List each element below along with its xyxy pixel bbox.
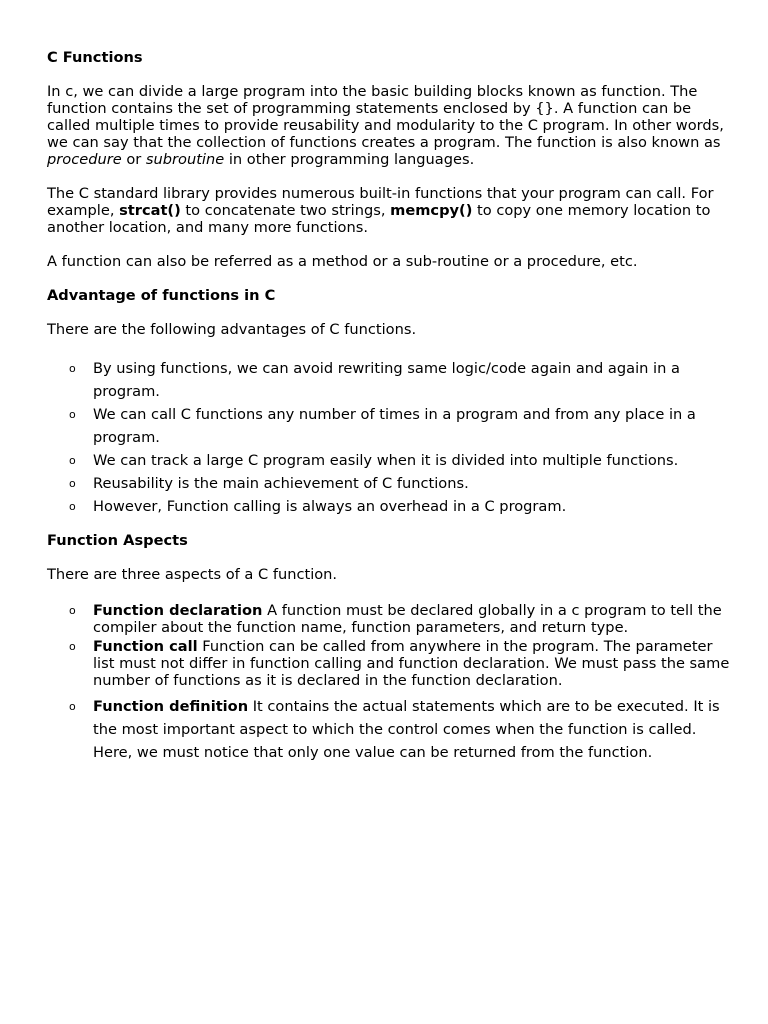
aspect-text: Function can be called from anywhere in the program. The parameter list must not differ in function calling and function declaration. We must pass the same number of functions as it is declared in the function declaration. [93, 638, 730, 689]
list-item-text: However, Function calling is always an overhead in a C program. [93, 498, 567, 515]
library-memcpy: memcpy() [390, 202, 473, 219]
intro-emphasis-procedure: procedure [47, 151, 122, 168]
library-text: to copy one memory location to another location, and many more functions. [47, 202, 711, 236]
list-item [47, 357, 737, 403]
intro-emphasis-subroutine: subroutine [145, 151, 225, 168]
aspects-intro: There are three aspects of a C function. [47, 566, 338, 583]
aspect-term-call: Function call [93, 638, 198, 655]
library-text: The C standard library provides numerous built-in functions that your program can call. For example, [47, 185, 714, 219]
advantages-heading: Advantage of functions in C [47, 287, 276, 304]
intro-text: in other programming languages. [224, 151, 475, 168]
intro-text: or [121, 151, 146, 168]
aspect-term-declaration: Function declaration [93, 602, 263, 619]
list-item [47, 495, 737, 518]
bullet-icon: o [69, 454, 76, 467]
library-text: to concatenate two strings, [180, 202, 391, 219]
library-strcat: strcat() [119, 202, 181, 219]
document-page [47, 48, 737, 764]
list-item [47, 449, 737, 472]
intro-paragraph [47, 83, 737, 168]
aspects-list [47, 602, 737, 689]
list-item [47, 472, 737, 495]
alias-paragraph: A function can also be referred as a method or a sub-routine or a procedure, etc. [47, 253, 638, 270]
aspect-term-definition: Function definition [93, 698, 249, 715]
page-title: C Functions [47, 49, 143, 66]
aspects-heading: Function Aspects [47, 532, 188, 549]
list-item [47, 638, 737, 689]
bullet-icon: o [69, 408, 76, 421]
list-item-text: We can track a large C program easily when it is divided into multiple functions. [93, 452, 679, 469]
aspect-text: It contains the actual statements which are to be executed. It is the most important aspect to which the control comes when the function is called. Here, we must notice that only one value can be returned from the function. [93, 698, 720, 761]
bullet-icon: o [69, 700, 76, 713]
advantages-list [47, 357, 737, 518]
library-paragraph [47, 185, 737, 236]
advantages-intro: There are the following advantages of C functions. [47, 321, 417, 338]
intro-text: In c, we can divide a large program into the basic building blocks known as function. The function contains the set of programming statements enclosed by {}. A function can be called multiple times to provide reusability and modularity to the C program. In other words, we can say that the collection of functions creates a program. The function is also known as [47, 83, 724, 151]
aspect-text: A function must be declared globally in a c program to tell the compiler about the function name, function parameters, and return type. [93, 602, 722, 636]
list-item-text: We can call C functions any number of times in a program and from any place in a program. [93, 406, 696, 446]
list-item [47, 602, 737, 636]
list-item-text: Reusability is the main achievement of C functions. [93, 475, 469, 492]
bullet-icon: o [69, 640, 76, 653]
list-item-text: By using functions, we can avoid rewriting same logic/code again and again in a program. [93, 360, 680, 400]
bullet-icon: o [69, 604, 76, 617]
bullet-icon: o [69, 477, 76, 490]
list-item [47, 403, 737, 449]
bullet-icon: o [69, 362, 76, 375]
bullet-icon: o [69, 500, 76, 513]
list-item [47, 695, 737, 764]
aspects-list-continued [47, 695, 737, 764]
